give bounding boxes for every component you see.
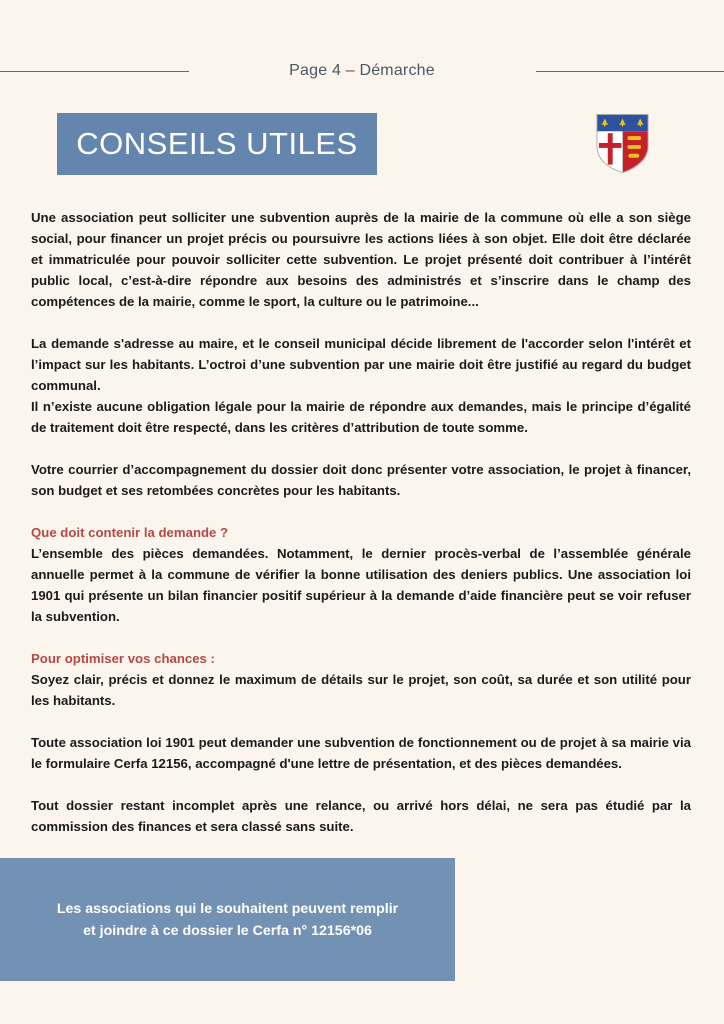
subheading-contents: Que doit contenir la demande ? — [31, 525, 229, 540]
paragraph-incomplete: Tout dossier restant incomplet après une relance, ou arrivé hors délai, ne sera pas étudié par la commission des finances et sera classé sans suite. — [31, 798, 691, 834]
page-label: Page 4 – Démarche — [289, 62, 435, 79]
coat-of-arms-icon — [595, 112, 650, 174]
paragraph-cerfa: Toute association loi 1901 peut demander une subvention de fonctionnement ou de projet à sa mairie via le formulaire Cerfa 12156, accompagné d'une lettre de présentation, et des pièces demandées. — [31, 735, 691, 771]
paragraph-obligation: Il n’existe aucune obligation légale pour la mairie de répondre aux demandes, mais le principe d’égalité de traitement doit être respecté, dans les critères d’attribution de toute somme. — [31, 399, 691, 435]
section-title — [57, 113, 377, 175]
paragraph-letter: Votre courrier d’accompagnement du dossier doit donc présenter votre association, le projet à financer, son budget et ses retombées concrètes pour les habitants. — [31, 462, 691, 498]
paragraph-clarity: Soyez clair, précis et donnez le maximum de détails sur le projet, son coût, sa durée et son utilité pour les habitants. — [31, 672, 691, 708]
paragraph-pieces: L’ensemble des pièces demandées. Notamment, le dernier procès-verbal de l’assemblée générale annuelle permet à la commune de vérifier la bonne utilisation des deniers publics. Une association loi 1901 qui présente un bilan financier positif supérieur à la demande d’aide financière peut se voir refuser la subvention. — [31, 546, 691, 624]
paragraph-intro: Une association peut solliciter une subvention auprès de la mairie de la commune où elle a son siège social, pour financer un projet précis ou poursuivre les actions liées à son objet. Elle doit être déclarée et immatriculée pour pouvoir solliciter cette subvention. Le projet présenté doit contribuer à l’intérêt public local, c’est-à-dire répondre aux besoins des administrés et s’inscrire dans le champ des compétences de la mairie, comme le sport, la culture ou le patrimoine... — [31, 210, 691, 309]
section-title-text: CONSEILS UTILES — [76, 126, 358, 161]
callout-line-2: et joindre à ce dossier le Cerfa n° 12156*06 — [83, 922, 372, 939]
callout-line-1: Les associations qui le souhaitent peuvent remplir — [56, 900, 399, 917]
cerfa-callout — [0, 858, 455, 981]
body-text — [31, 207, 691, 858]
paragraph-request: La demande s'adresse au maire, et le conseil municipal décide librement de l'accorder selon l'intérêt et l’impact sur les habitants. L’octroi d’une subvention par une mairie doit être justifié au regard du budget communal. — [31, 336, 691, 393]
subheading-optimize: Pour optimiser vos chances : — [31, 651, 215, 666]
header-rule-right — [536, 71, 724, 72]
